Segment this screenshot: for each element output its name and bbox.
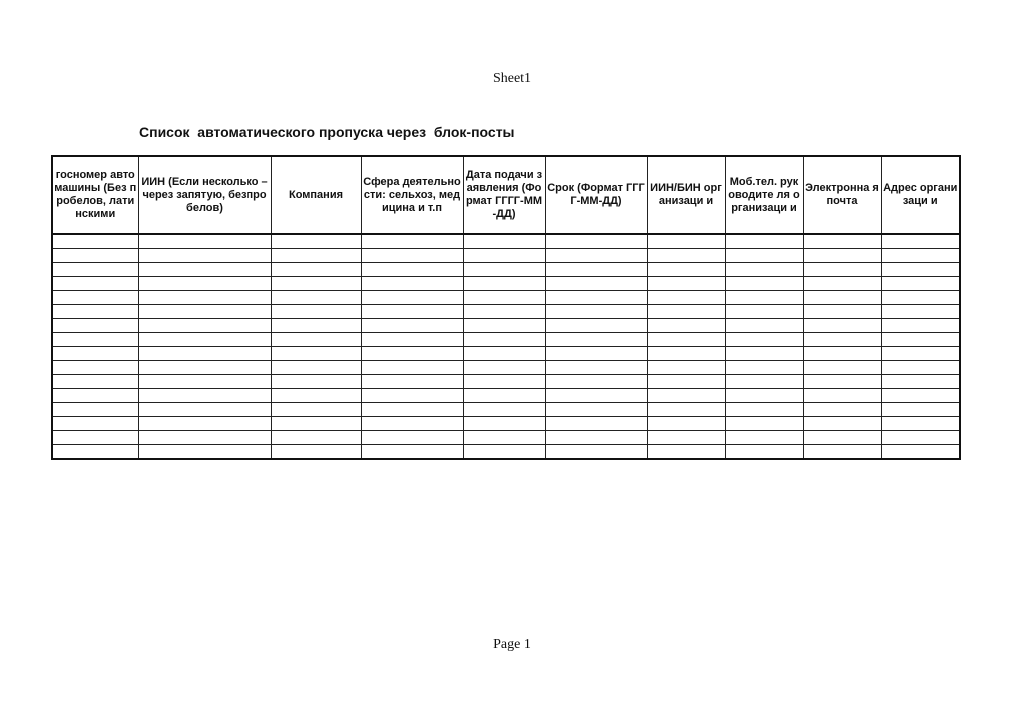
table-cell[interactable]	[545, 445, 647, 460]
table-cell[interactable]	[138, 417, 271, 431]
table-cell[interactable]	[463, 305, 545, 319]
table-cell[interactable]	[361, 445, 463, 460]
table-cell[interactable]	[271, 361, 361, 375]
table-cell[interactable]	[647, 263, 725, 277]
table-cell[interactable]	[803, 319, 881, 333]
table-cell[interactable]	[361, 417, 463, 431]
table-cell[interactable]	[803, 417, 881, 431]
table-cell[interactable]	[881, 417, 960, 431]
table-cell[interactable]	[545, 361, 647, 375]
column-header-org-address: Адрес организаци и	[881, 156, 960, 234]
table-body	[52, 234, 960, 459]
table-row	[52, 403, 960, 417]
table-cell[interactable]	[803, 249, 881, 263]
table-cell[interactable]	[361, 347, 463, 361]
table-cell[interactable]	[52, 445, 138, 460]
table-cell[interactable]	[881, 347, 960, 361]
table-row	[52, 347, 960, 361]
table-cell[interactable]	[647, 375, 725, 389]
table-cell[interactable]	[52, 361, 138, 375]
table-cell[interactable]	[361, 403, 463, 417]
column-header-company: Компания	[271, 156, 361, 234]
table-cell[interactable]	[545, 277, 647, 291]
table-cell[interactable]	[463, 333, 545, 347]
table-cell[interactable]	[725, 347, 803, 361]
table-cell[interactable]	[881, 431, 960, 445]
table-row	[52, 375, 960, 389]
table-cell[interactable]	[271, 431, 361, 445]
table-cell[interactable]	[647, 234, 725, 249]
table-cell[interactable]	[881, 403, 960, 417]
table-cell[interactable]	[361, 234, 463, 249]
table-cell[interactable]	[52, 417, 138, 431]
table-cell[interactable]	[545, 347, 647, 361]
table-cell[interactable]	[463, 403, 545, 417]
table-cell[interactable]	[803, 277, 881, 291]
table-cell[interactable]	[271, 234, 361, 249]
table-cell[interactable]	[138, 277, 271, 291]
table-cell[interactable]	[271, 263, 361, 277]
table-cell[interactable]	[271, 417, 361, 431]
table-cell[interactable]	[52, 431, 138, 445]
table-cell[interactable]	[647, 277, 725, 291]
table-cell[interactable]	[271, 291, 361, 305]
table-cell[interactable]	[138, 431, 271, 445]
table-cell[interactable]	[138, 361, 271, 375]
table-cell[interactable]	[803, 375, 881, 389]
table-cell[interactable]	[52, 389, 138, 403]
table-cell[interactable]	[647, 291, 725, 305]
table-cell[interactable]	[271, 319, 361, 333]
table-row	[52, 333, 960, 347]
table-cell[interactable]	[463, 319, 545, 333]
table-cell[interactable]	[361, 333, 463, 347]
table-cell[interactable]	[647, 333, 725, 347]
table-cell[interactable]	[138, 403, 271, 417]
table-cell[interactable]	[881, 249, 960, 263]
table-row	[52, 361, 960, 375]
table-row	[52, 431, 960, 445]
document-title: Список автоматического пропуска через блок-посты	[139, 124, 515, 140]
table-cell[interactable]	[52, 403, 138, 417]
table-row	[52, 277, 960, 291]
table-cell[interactable]	[725, 403, 803, 417]
table-cell[interactable]	[725, 319, 803, 333]
table-cell[interactable]	[725, 389, 803, 403]
table-cell[interactable]	[463, 445, 545, 460]
table-cell[interactable]	[271, 403, 361, 417]
table-cell[interactable]	[881, 234, 960, 249]
table-cell[interactable]	[52, 333, 138, 347]
table-cell[interactable]	[545, 417, 647, 431]
table-cell[interactable]	[725, 361, 803, 375]
table-cell[interactable]	[881, 277, 960, 291]
column-header-org-iin-bin: ИИН/БИН организаци и	[647, 156, 725, 234]
table-cell[interactable]	[271, 375, 361, 389]
table-cell[interactable]	[52, 234, 138, 249]
table-cell[interactable]	[361, 263, 463, 277]
table-cell[interactable]	[52, 375, 138, 389]
table-cell[interactable]	[463, 263, 545, 277]
header-row	[52, 156, 960, 234]
table-row	[52, 291, 960, 305]
table-cell[interactable]	[463, 291, 545, 305]
column-header-email: Электронна я почта	[803, 156, 881, 234]
column-header-plate-number: госномер автомашины (Без пробелов, латинскими	[52, 156, 138, 234]
table-cell[interactable]	[647, 445, 725, 460]
table-cell[interactable]	[271, 347, 361, 361]
table-cell[interactable]	[545, 389, 647, 403]
table-cell[interactable]	[138, 445, 271, 460]
table-cell[interactable]	[463, 417, 545, 431]
table-cell[interactable]	[138, 389, 271, 403]
table-cell[interactable]	[647, 305, 725, 319]
table-cell[interactable]	[463, 389, 545, 403]
table-cell[interactable]	[545, 305, 647, 319]
table-cell[interactable]	[881, 361, 960, 375]
sheet-name: Sheet1	[492, 71, 532, 86]
table-cell[interactable]	[545, 319, 647, 333]
table-cell[interactable]	[881, 445, 960, 460]
table-cell[interactable]	[803, 305, 881, 319]
table-cell[interactable]	[271, 305, 361, 319]
table-cell[interactable]	[647, 249, 725, 263]
column-header-iin: ИИН (Если несколько – через запятую, безпробелов)	[138, 156, 271, 234]
table-cell[interactable]	[545, 431, 647, 445]
table-cell[interactable]	[52, 249, 138, 263]
table-cell[interactable]	[463, 347, 545, 361]
table-cell[interactable]	[463, 361, 545, 375]
table-cell[interactable]	[463, 277, 545, 291]
table-cell[interactable]	[361, 431, 463, 445]
table-cell[interactable]	[725, 249, 803, 263]
table-cell[interactable]	[725, 263, 803, 277]
column-header-manager-phone: Моб.тел. руководите ля организаци и	[725, 156, 803, 234]
table-row	[52, 249, 960, 263]
table-cell[interactable]	[725, 333, 803, 347]
table-cell[interactable]	[361, 305, 463, 319]
table-cell[interactable]	[138, 249, 271, 263]
table-cell[interactable]	[545, 249, 647, 263]
table-cell[interactable]	[138, 263, 271, 277]
table-cell[interactable]	[138, 347, 271, 361]
table-cell[interactable]	[803, 263, 881, 277]
table-row	[52, 319, 960, 333]
table-cell[interactable]	[545, 234, 647, 249]
table-cell[interactable]	[803, 445, 881, 460]
table-cell[interactable]	[803, 347, 881, 361]
table-cell[interactable]	[647, 361, 725, 375]
table-cell[interactable]	[545, 375, 647, 389]
table-row	[52, 234, 960, 249]
table-cell[interactable]	[545, 403, 647, 417]
table-row	[52, 389, 960, 403]
table-cell[interactable]	[803, 291, 881, 305]
table-cell[interactable]	[138, 291, 271, 305]
table-row	[52, 417, 960, 431]
table-cell[interactable]	[271, 445, 361, 460]
table-cell[interactable]	[361, 375, 463, 389]
pass-list-table	[51, 155, 961, 460]
page-number: Page 1	[493, 637, 531, 652]
table-cell[interactable]	[138, 234, 271, 249]
table-cell[interactable]	[545, 333, 647, 347]
table-cell[interactable]	[647, 431, 725, 445]
table-cell[interactable]	[725, 305, 803, 319]
table-cell[interactable]	[52, 277, 138, 291]
table-cell[interactable]	[463, 234, 545, 249]
table-cell[interactable]	[647, 403, 725, 417]
table-cell[interactable]	[271, 389, 361, 403]
table-cell[interactable]	[803, 234, 881, 249]
table-cell[interactable]	[881, 319, 960, 333]
table-cell[interactable]	[52, 319, 138, 333]
column-header-term: Срок (Формат ГГГГ-ММ-ДД)	[545, 156, 647, 234]
table-cell[interactable]	[52, 263, 138, 277]
table-cell[interactable]	[725, 291, 803, 305]
table-cell[interactable]	[361, 361, 463, 375]
table-cell[interactable]	[138, 375, 271, 389]
table-cell[interactable]	[803, 403, 881, 417]
table-cell[interactable]	[361, 277, 463, 291]
table-cell[interactable]	[463, 375, 545, 389]
table-cell[interactable]	[138, 333, 271, 347]
table-cell[interactable]	[545, 291, 647, 305]
table-row	[52, 263, 960, 277]
table-cell[interactable]	[271, 249, 361, 263]
table-cell[interactable]	[881, 291, 960, 305]
table-cell[interactable]	[725, 445, 803, 460]
table-cell[interactable]	[881, 305, 960, 319]
table-cell[interactable]	[361, 319, 463, 333]
table-cell[interactable]	[647, 347, 725, 361]
table-cell[interactable]	[725, 417, 803, 431]
table-cell[interactable]	[361, 389, 463, 403]
table-cell[interactable]	[361, 249, 463, 263]
table-cell[interactable]	[647, 389, 725, 403]
table-cell[interactable]	[545, 263, 647, 277]
table-cell[interactable]	[138, 305, 271, 319]
table-cell[interactable]	[463, 431, 545, 445]
table-row	[52, 445, 960, 460]
table-cell[interactable]	[271, 277, 361, 291]
table-cell[interactable]	[881, 263, 960, 277]
table-cell[interactable]	[725, 277, 803, 291]
table-row	[52, 305, 960, 319]
table-cell[interactable]	[881, 375, 960, 389]
column-header-application-date: Дата подачи заявления (Формат ГГГГ-ММ-ДД)	[463, 156, 545, 234]
table-cell[interactable]	[803, 333, 881, 347]
table-cell[interactable]	[361, 291, 463, 305]
table-cell[interactable]	[803, 361, 881, 375]
column-header-activity-sphere: Сфера деятельности: сельхоз, медицина и т.п	[361, 156, 463, 234]
table-cell[interactable]	[52, 305, 138, 319]
table-cell[interactable]	[138, 319, 271, 333]
table-cell[interactable]	[647, 417, 725, 431]
table-cell[interactable]	[52, 291, 138, 305]
table-cell[interactable]	[803, 431, 881, 445]
table-cell[interactable]	[725, 431, 803, 445]
table-cell[interactable]	[463, 249, 545, 263]
table-cell[interactable]	[881, 333, 960, 347]
table-cell[interactable]	[725, 234, 803, 249]
table-cell[interactable]	[271, 333, 361, 347]
table-cell[interactable]	[803, 389, 881, 403]
table-cell[interactable]	[52, 347, 138, 361]
table-cell[interactable]	[647, 319, 725, 333]
table-cell[interactable]	[725, 375, 803, 389]
table-cell[interactable]	[881, 389, 960, 403]
